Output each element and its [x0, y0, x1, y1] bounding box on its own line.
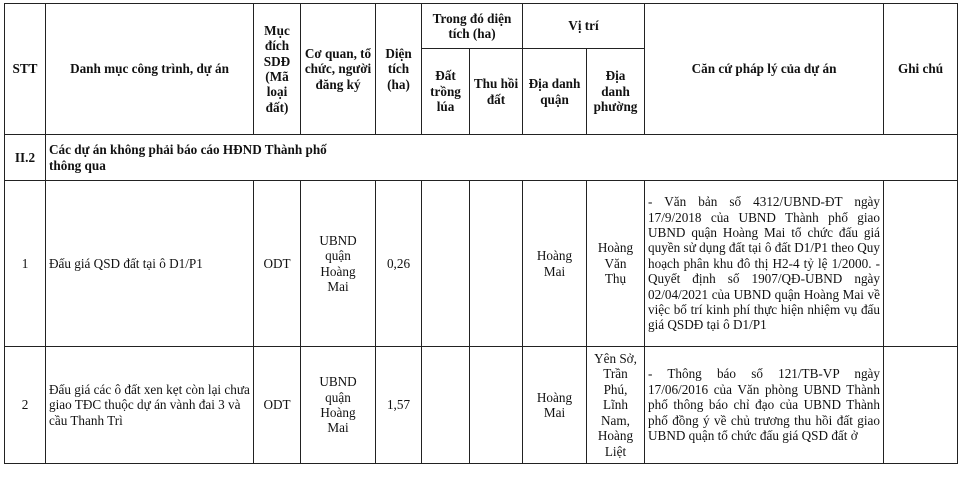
header-purpose: Mục đích SDĐ (Mã loại đất) [254, 4, 301, 135]
row-notes [884, 347, 958, 464]
row-purpose: ODT [254, 181, 301, 347]
table-row [5, 181, 958, 347]
header-of-which: Trong đó diện tích (ha) [422, 4, 523, 49]
row-ward-text: Yên Sở, Trần Phú, Lĩnh Nam, Hoàng Liệt [594, 351, 637, 459]
row-project: Đấu giá QSD đất tại ô D1/P1 [46, 181, 254, 347]
row-area: 1,57 [376, 347, 422, 464]
table-row [5, 347, 958, 464]
row-agency [301, 347, 376, 464]
header-ward: Địa danh phường [587, 49, 645, 135]
row-rice-land [422, 347, 470, 464]
row-purpose: ODT [254, 347, 301, 464]
row-district [523, 347, 587, 464]
section-code: II.2 [5, 135, 46, 181]
header-stt: STT [5, 4, 46, 135]
header-project: Danh mục công trình, dự án [46, 4, 254, 135]
row-ward [587, 347, 645, 464]
header-rice-land: Đất trồng lúa [422, 49, 470, 135]
header-area: Diện tích (ha) [376, 4, 422, 135]
row-ward [587, 181, 645, 347]
row-stt: 2 [5, 347, 46, 464]
row-project: Đấu giá các ô đất xen kẹt còn lại chưa giao TĐC thuộc dự án vành đai 3 và cầu Thanh Trì [46, 347, 254, 464]
section-title-text: Các dự án không phải báo cáo HĐND Thành phố thông qua [49, 142, 327, 173]
section-title [46, 135, 958, 181]
row-rice-land [422, 181, 470, 347]
row-ward-text: Hoàng Văn Thụ [597, 240, 634, 287]
row-district [523, 181, 587, 347]
project-table [4, 3, 958, 464]
row-reclaimed [470, 181, 523, 347]
header-notes: Ghi chú [884, 4, 958, 135]
row-district-text: Hoàng Mai [536, 389, 573, 420]
row-notes [884, 181, 958, 347]
row-agency-text: UBND quận Hoàng Mai [319, 232, 357, 294]
header-district: Địa danh quận [523, 49, 587, 135]
row-agency [301, 181, 376, 347]
section-row [5, 135, 958, 181]
header-agency: Cơ quan, tổ chức, người đăng ký [301, 4, 376, 135]
row-reclaimed [470, 347, 523, 464]
row-area: 0,26 [376, 181, 422, 347]
row-stt: 1 [5, 181, 46, 347]
row-agency-text: UBND quận Hoàng Mai [319, 374, 357, 436]
row-legal-basis: - Văn bản số 4312/UBND-ĐT ngày 17/9/2018 của UBND Thành phố giao UBND quận Hoàng Mai tổ chức đấu giá quyền sử dụng đất tại ô đất D1/P1 theo Quy hoạch phân khu đô thị H2-4 tỷ lệ 1/2000. - Quyết định số 1907/QĐ-UBND ngày 02/04/2021 của UBND quận Hoàng Mai về việc bố trí kinh phí thực hiện nhiệm vụ đấu giá QSDĐ tại ô D1/P1 [645, 181, 884, 347]
header-legal-basis: Căn cứ pháp lý của dự án [645, 4, 884, 135]
row-legal-basis: - Thông báo số 121/TB-VP ngày 17/06/2016 của Văn phòng UBND Thành phố thông báo chỉ đạo của UBND Thành phố đồng ý về chủ trương thu hồi đất giao UBND quận tổ chức đấu giá QSD đất ở [645, 347, 884, 464]
header-location: Vị trí [523, 4, 645, 49]
row-district-text: Hoàng Mai [536, 248, 573, 279]
header-reclaimed: Thu hồi đất [470, 49, 523, 135]
